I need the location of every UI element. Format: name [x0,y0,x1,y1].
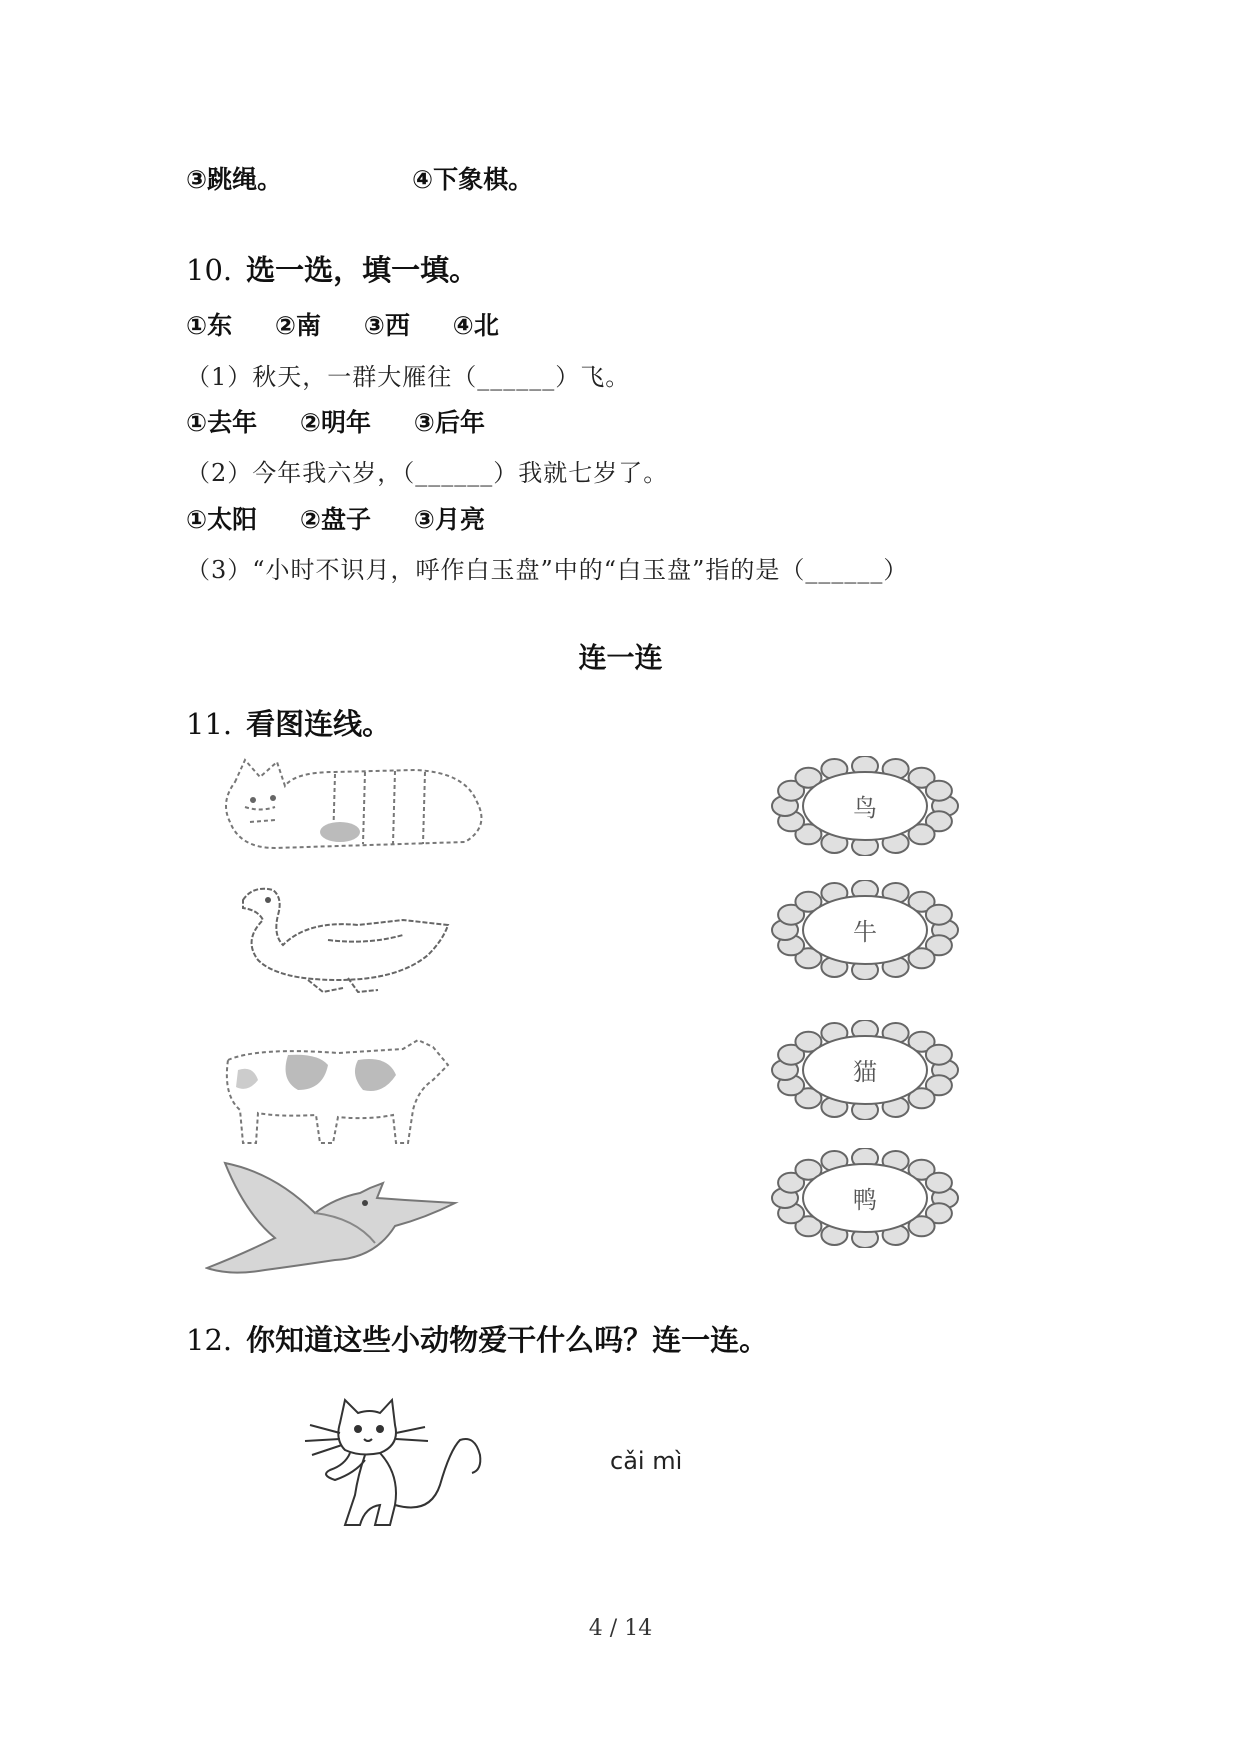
q10-item-3: （3）“小时不识月，呼作白玉盘”中的“白玉盘”指的是（______） [186,556,909,584]
q10-set1-option: ②南 [274,311,322,340]
flower-circle-duck-icon [770,1148,960,1248]
flower-petal [926,1173,952,1193]
sitting-cat-icon [300,1395,485,1530]
q10-set2-option: ①去年 [186,408,258,437]
cat-picture-icon [215,752,500,862]
duck-picture-icon [228,880,453,995]
q10-set2-option: ②明年 [299,408,372,437]
q12-title: 你知道这些小动物爱干什么吗？连一连。 [246,1323,769,1357]
q12-number: 12. [186,1323,233,1357]
q10-set3-option: ②盘子 [299,505,372,534]
q10-set1-option: ④北 [452,311,499,340]
q10-item-2: （2）今年我六岁，（______）我就七岁了。 [186,459,669,487]
q10-set2 [186,403,485,439]
q10-set1-option: ③西 [363,311,410,340]
flower-label: 鸭 [853,1186,877,1214]
flower-label: 猫 [853,1058,877,1086]
q11-number: 11. [186,707,233,741]
q10-set2-option: ③后年 [413,408,485,437]
flower-petal [926,905,952,925]
q10-set3-option: ③月亮 [413,505,485,534]
q10-item-1: （1）秋天，一群大雁往（______）飞。 [186,363,631,391]
q10-set3-option: ①太阳 [186,505,258,534]
flower-circle-cat-icon [770,1020,960,1120]
flower-label: 牛 [853,918,877,946]
q10-set1 [186,306,499,342]
q10-number: 10. [186,253,233,287]
pinyin-label: cǎi mì [610,1447,683,1475]
page-number: 4 / 14 [588,1616,653,1641]
bird-picture-icon [205,1158,460,1283]
q9-option-3: ③跳绳。 [186,165,283,194]
q10-set3 [186,500,485,536]
q10-title: 选一选，填一填。 [246,253,479,287]
q11-heading [186,702,391,743]
cow-picture-icon [218,1035,453,1150]
q12-heading [186,1318,768,1359]
flower-petal [926,1045,952,1065]
flower-circle-bird-icon [770,756,960,856]
q9-option-4: ④下象棋。 [412,165,534,194]
q10-set1-option: ①东 [186,311,233,340]
flower-petal [926,781,952,801]
flower-circle-cow-icon [770,880,960,980]
q11-title: 看图连线。 [246,707,392,741]
section-title: 连一连 [578,641,663,674]
q10-heading [186,248,478,289]
flower-label: 鸟 [853,794,877,822]
